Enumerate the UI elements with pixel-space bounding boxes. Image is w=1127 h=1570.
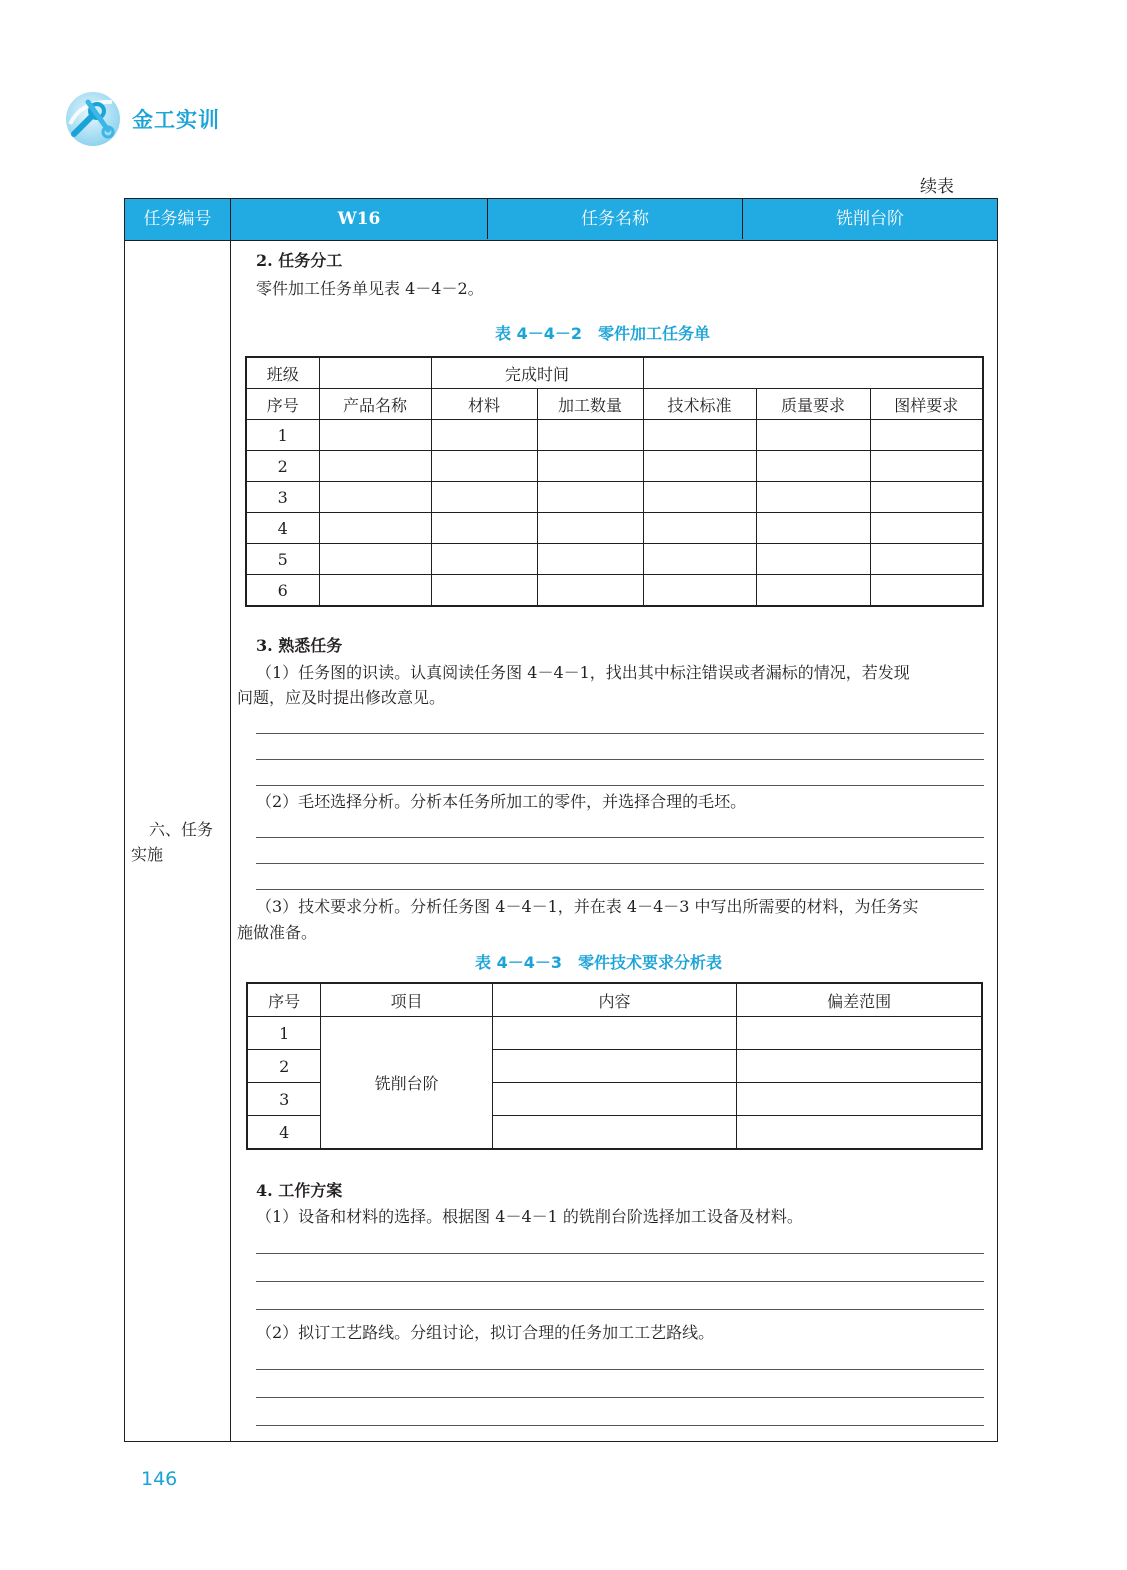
column-header: 质量要求 [756,389,870,420]
table-cell[interactable] [537,513,643,544]
task-name-value: 铣削台阶 [836,209,904,229]
row-number: 3 [246,482,319,513]
row-number: 2 [246,451,319,482]
column-header: 材料 [431,389,537,420]
section2-intro: 零件加工任务单见表 4－4－2。 [256,279,484,298]
table-4-4-2-caption: 表 4－4－2 零件加工任务单 [495,324,710,343]
class-input-cell[interactable] [319,357,431,389]
table-row [246,544,983,575]
row-number: 4 [247,1116,321,1150]
section3-item1-line1: （1）任务图的识读。认真阅读任务图 4－4－1，找出其中标注错误或者漏标的情况，若发现 [256,663,910,682]
table-cell[interactable] [319,420,431,451]
table-cell[interactable] [756,451,870,482]
section4-item1: （1）设备和材料的选择。根据图 4－4－1 的铣削台阶选择加工设备及材料。 [256,1207,803,1226]
table-cell[interactable] [756,513,870,544]
section3-item1-line2: 问题，应及时提出修改意见。 [237,688,446,707]
table-cell[interactable] [737,1116,982,1150]
finish-time-label: 完成时间 [431,357,643,389]
table-cell[interactable] [870,544,983,575]
continued-label: 续表 [920,177,954,197]
table-cell[interactable] [870,451,983,482]
section3-item2: （2）毛坯选择分析。分析本任务所加工的零件，并选择合理的毛坯。 [256,792,747,811]
task-name-label: 任务名称 [488,199,743,239]
table-cell[interactable] [870,513,983,544]
table-cell[interactable] [319,575,431,607]
answer-line[interactable] [256,1425,984,1426]
task-number-value: W16 [231,199,488,239]
column-header: 加工数量 [537,389,643,420]
answer-line[interactable] [256,1309,984,1310]
row-number: 2 [247,1050,321,1083]
answer-line[interactable] [256,1253,984,1254]
answer-line[interactable] [256,1397,984,1398]
table-cell[interactable] [643,451,756,482]
column-header: 技术标准 [643,389,756,420]
table-cell[interactable] [537,575,643,607]
table-row [246,513,983,544]
section2-heading: 2. 任务分工 [256,251,343,270]
answer-line[interactable] [256,1369,984,1370]
table-cell[interactable] [870,575,983,607]
table-cell[interactable] [756,420,870,451]
table-cell[interactable] [737,1083,982,1116]
section3-item3-line1: （3）技术要求分析。分析任务图 4－4－1，并在表 4－4－3 中写出所需要的材料，为任务实 [256,897,919,916]
wrench-logo-icon [64,90,122,148]
column-header: 偏差范围 [737,983,982,1017]
table-cell[interactable] [492,1083,736,1116]
class-label: 班级 [246,357,319,389]
table-cell[interactable] [431,513,537,544]
table-cell[interactable] [756,482,870,513]
answer-line[interactable] [256,733,984,734]
table-cell[interactable] [537,451,643,482]
table-cell[interactable] [492,1116,736,1150]
answer-line[interactable] [256,785,984,786]
section4-heading: 4. 工作方案 [256,1181,343,1200]
answer-line[interactable] [256,837,984,838]
table-header-row [247,983,982,1017]
table-cell[interactable] [643,513,756,544]
book-title: 金工实训 [132,108,220,132]
side-label-line2: 实施 [131,845,164,864]
table-cell[interactable] [431,544,537,575]
column-header: 序号 [247,983,321,1017]
table-cell[interactable] [870,420,983,451]
table-4-4-3-caption: 表 4－4－3 零件技术要求分析表 [475,953,722,972]
table-row [246,357,983,389]
table-cell[interactable] [537,544,643,575]
parts-task-table [245,356,984,607]
page-number: 146 [141,1468,178,1490]
column-header: 图样要求 [870,389,983,420]
table-cell[interactable] [643,575,756,607]
column-header: 产品名称 [319,389,431,420]
finish-time-input-cell[interactable] [643,357,983,389]
answer-line[interactable] [256,1281,984,1282]
task-number-label: 任务编号 [125,199,231,239]
table-cell[interactable] [643,544,756,575]
table-cell[interactable] [756,544,870,575]
row-number: 6 [246,575,319,607]
tech-requirement-table [246,982,983,1150]
table-cell[interactable] [643,482,756,513]
table-row [246,451,983,482]
task-header-row [125,199,997,241]
answer-line[interactable] [256,863,984,864]
table-cell[interactable] [537,420,643,451]
table-cell[interactable] [431,575,537,607]
section3-item3-line2: 施做准备。 [237,923,318,942]
column-header: 序号 [246,389,319,420]
table-cell[interactable] [537,482,643,513]
column-header: 项目 [321,983,493,1017]
table-cell[interactable] [431,482,537,513]
answer-line[interactable] [256,759,984,760]
table-cell[interactable] [431,420,537,451]
table-row [246,482,983,513]
row-number: 1 [246,420,319,451]
table-cell[interactable] [756,575,870,607]
section3-heading: 3. 熟悉任务 [256,636,343,655]
table-cell[interactable] [431,451,537,482]
table-row [246,575,983,607]
answer-line[interactable] [256,889,984,890]
side-label-line1: 六、任务 [149,820,214,839]
table-cell[interactable] [870,482,983,513]
row-number: 4 [246,513,319,544]
table-cell[interactable] [737,1050,982,1083]
row-number: 1 [247,1017,321,1050]
side-label [131,817,227,867]
table-cell[interactable] [492,1050,736,1083]
column-header: 内容 [492,983,736,1017]
table-cell[interactable] [737,1017,982,1050]
table-cell[interactable] [492,1017,736,1050]
table-cell[interactable] [319,513,431,544]
table-row [247,1017,982,1050]
table-row [246,420,983,451]
table-cell[interactable] [319,482,431,513]
table-cell[interactable] [319,544,431,575]
table-cell[interactable] [319,451,431,482]
content-cell [231,239,997,1441]
row-number: 5 [246,544,319,575]
project-cell: 铣削台阶 [321,1017,493,1150]
table-cell[interactable] [643,420,756,451]
section4-item2: （2）拟订工艺路线。分组讨论，拟订合理的任务加工工艺路线。 [256,1323,715,1342]
row-number: 3 [247,1083,321,1116]
task-table [124,198,998,1442]
table-header-row [246,389,983,420]
